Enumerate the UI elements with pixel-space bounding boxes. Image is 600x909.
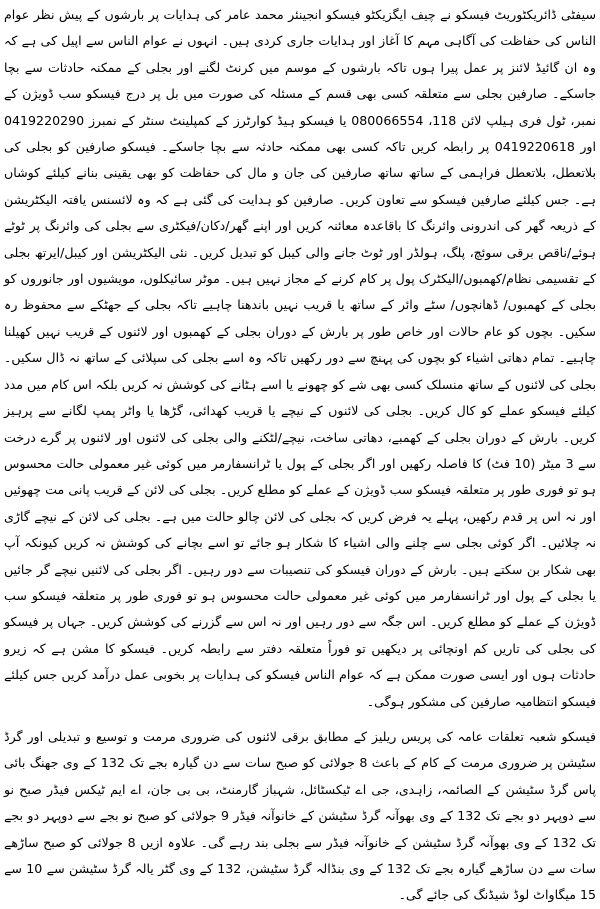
article-paragraph-shutdown: فیسکو شعبہ تعلقات عامہ کی پریس ریلیز کے مطابق برقی لائنوں کی ضروری مرمت و توسیع و تبدیلی اور گرڈ سٹیشن پر ضروری مرمت کے کام کے باعث 8 جولائی کو صبح سات سے دن گیارہ بجے تک 132 کے وی جھنگ بائی پاس گرڈ سٹیشن کے الصائمہ، زاہدی، جی اے ٹیکسٹائل، شہباز گارمنٹ، بی بی جان، اے ایم ٹیکس فیڈر صبح نو سے دوپہر دو بجے تک 132 کے وی بھوآنہ گرڈ سٹیشن کے خانوآنہ فیڈر 9 جولائی کو صبح نو بجے سے دوپہر دو بجے تک 132 کے وی بھوآنہ گرڈ سٹیشن کے خانوآنہ فیڈر سے بجلی بند رہے گی۔ علاوہ ازیں 8 جولائی کو صبح ساڑھے سات سے دن ساڑھے گیارہ بجے تک 132 کے وی بنڈالہ گرڈ سٹیشن، 132 کے وی گٹر یالہ گرڈ سٹیشن سے 10 سے 15 میگاواٹ لوڈ شیڈنگ کی جائے گی۔ bbox=[4, 728, 597, 903]
article-paragraph-safety: سیفٹی ڈائریکٹوریٹ فیسکو نے چیف ایگزیکٹو فیسکو انجینئر محمد عامر کی ہدایات پر بارشوں کے پیش نظر عوام الناس کی حفاظت کی آگاہی مہم کا آغاز اور ہدایات جاری کردی ہیں۔ انہوں نے عوام الناس سے اپیل کی ہے کہ وہ ان گائیڈ لائنز پر عمل پیرا ہوں تاکہ بارشوں کے موسم میں کرنٹ لگنے اور بجلی کے ممکنہ حادثات سے بچا جاسکے۔ صارفین بجلی سے متعلقہ کسی بھی قسم کے مسئلہ کی صورت میں بل پر درج فیسکو سب ڈویژن کے نمبر، ٹول فری ہیلپ لائن 118، 080066554 یا فیسکو ہیڈ کوارٹرز کے کمپلینٹ سنٹر کے نمبرز 0419220290 اور 0419220618 پر رابطہ کریں تاکہ کسی بھی ممکنہ حادثہ سے بچا جاسکے۔ فیسکو صارفین کو بجلی کی بلاتعطل، بلاتعطل فراہمی کے ساتھ ساتھ صارفین کی جان و مال کی حفاظت کو بھی یقینی بنانے کیلئے کوشاں ہے۔ جس کیلئے صارفین فیسکو سے تعاون کریں۔ صارفین کو ہدایت کی گئی ہے کہ وہ لائسنس یافتہ الیکٹریشن کے ذریعہ گھر کی اندرونی وائرنگ کا باقاعدہ معائنہ کریں اور اپنے گھر/دکان/فیکٹری سے بجلی کی وائرنگ پر ٹوٹے ہوئے/ناقص برقی سوئچ، پلگ، ہولڈر اور ٹوٹ جانے والی کیبل کو تبدیل کریں۔ نئی الیکٹریشن اور کیبل/ایرتھ بجلی کے تقسیمی نظام/کھمبوں/الیکٹرک پول پر کام کرنے کے مجاز نہیں ہیں۔ موٹر سائیکلوں، مویشیوں اور جانوروں کو بجلی کے کھمبوں/ ڈھانچوں/ سٹے وائر کے ساتھ یا قریب نہیں باندھنا چاہیے تاکہ بجلی کے جھٹکے سے محفوظ رہ سکیں۔ بچوں کو عام حالات اور خاص طور پر بارش کے دوران بجلی کے کھمبوں اور لائنوں کے قریب نہیں کھیلنا چاہیے۔ تمام دھاتی اشیاء کو بچوں کی پہنچ سے دور رکھیں تاکہ وہ اسے بجلی کی سپلائی کے ساتھ نہ ڈال سکیں۔ بجلی کی لائنوں کے ساتھ منسلک کسی بھی شے کو چھونے یا اسے ہٹانے کی کوشش نہ کریں بلکہ اس کام میں مدد کیلئے فیسکو عملے کو کال کریں۔ بجلی کی لائنوں کے نیچے یا قریب کھدائی، گڑھا یا واٹر پمپ لگانے سے پرہیز کریں۔ بارش کے دوران بجلی کے کھمبے، دھاتی ساخت، نیچے/لٹکنے والی بجلی کی لائنوں اور لائنوں پر گرے درخت سے 3 میٹر (10 فٹ) کا فاصلہ رکھیں اور اگر بجلی کے پول یا ٹرانسفارمر میں کوئی غیر معمولی حالت محسوس ہو تو فوری طور پر متعلقہ فیسکو سب ڈویژن کے عملے کو مطلع کریں۔ بجلی کی لائن کے قریب پانی مت چھوئیں اور نہ اس پر قدم رکھیں، پہلے یہ فرض کریں کہ بجلی کی لائن چالو حالت میں ہے۔ بجلی کی لائن کے نیچے گاڑی نہ چلائیں۔ اگر کوئی بجلی سے چلنے والی اشیاء کا شکار ہو جائے تو اسے بچانے کی کوشش نہ کریں کیونکہ آپ بھی شکار بن سکتے ہیں۔ بارش کے دوران فیسکو کی تنصیبات سے دور رہیں۔ اگر بجلی کی لائنیں نیچے گر جائیں یا بجلی کے پول اور ٹرانسفارمر میں کوئی غیر معمولی حالت محسوس ہو تو فوری طور پر متعلقہ فیسکو سب ڈویژن کے عملے کو مطلع کریں۔ اس جگہ سے دور رہیں اور نہ اس سے گزرنے کی کوشش کریں۔ جہاں پر فیسکو کی بجلی کی تاریں کم اونچائی پر دیکھیں تو فوراً متعلقہ دفتر سے رابطہ کریں۔ فیسکو کا مشن ہے کہ زیرو حادثات ہوں اور ایسی صورت ممکن ہے کہ عوام الناس فیسکو کی ہدایات پر بخوبی عمل درآمد کریں جس کیلئے فیسکو انتظامیہ صارفین کی مشکور ہوگی۔ bbox=[4, 7, 597, 709]
paragraph-gap bbox=[4, 715, 596, 724]
